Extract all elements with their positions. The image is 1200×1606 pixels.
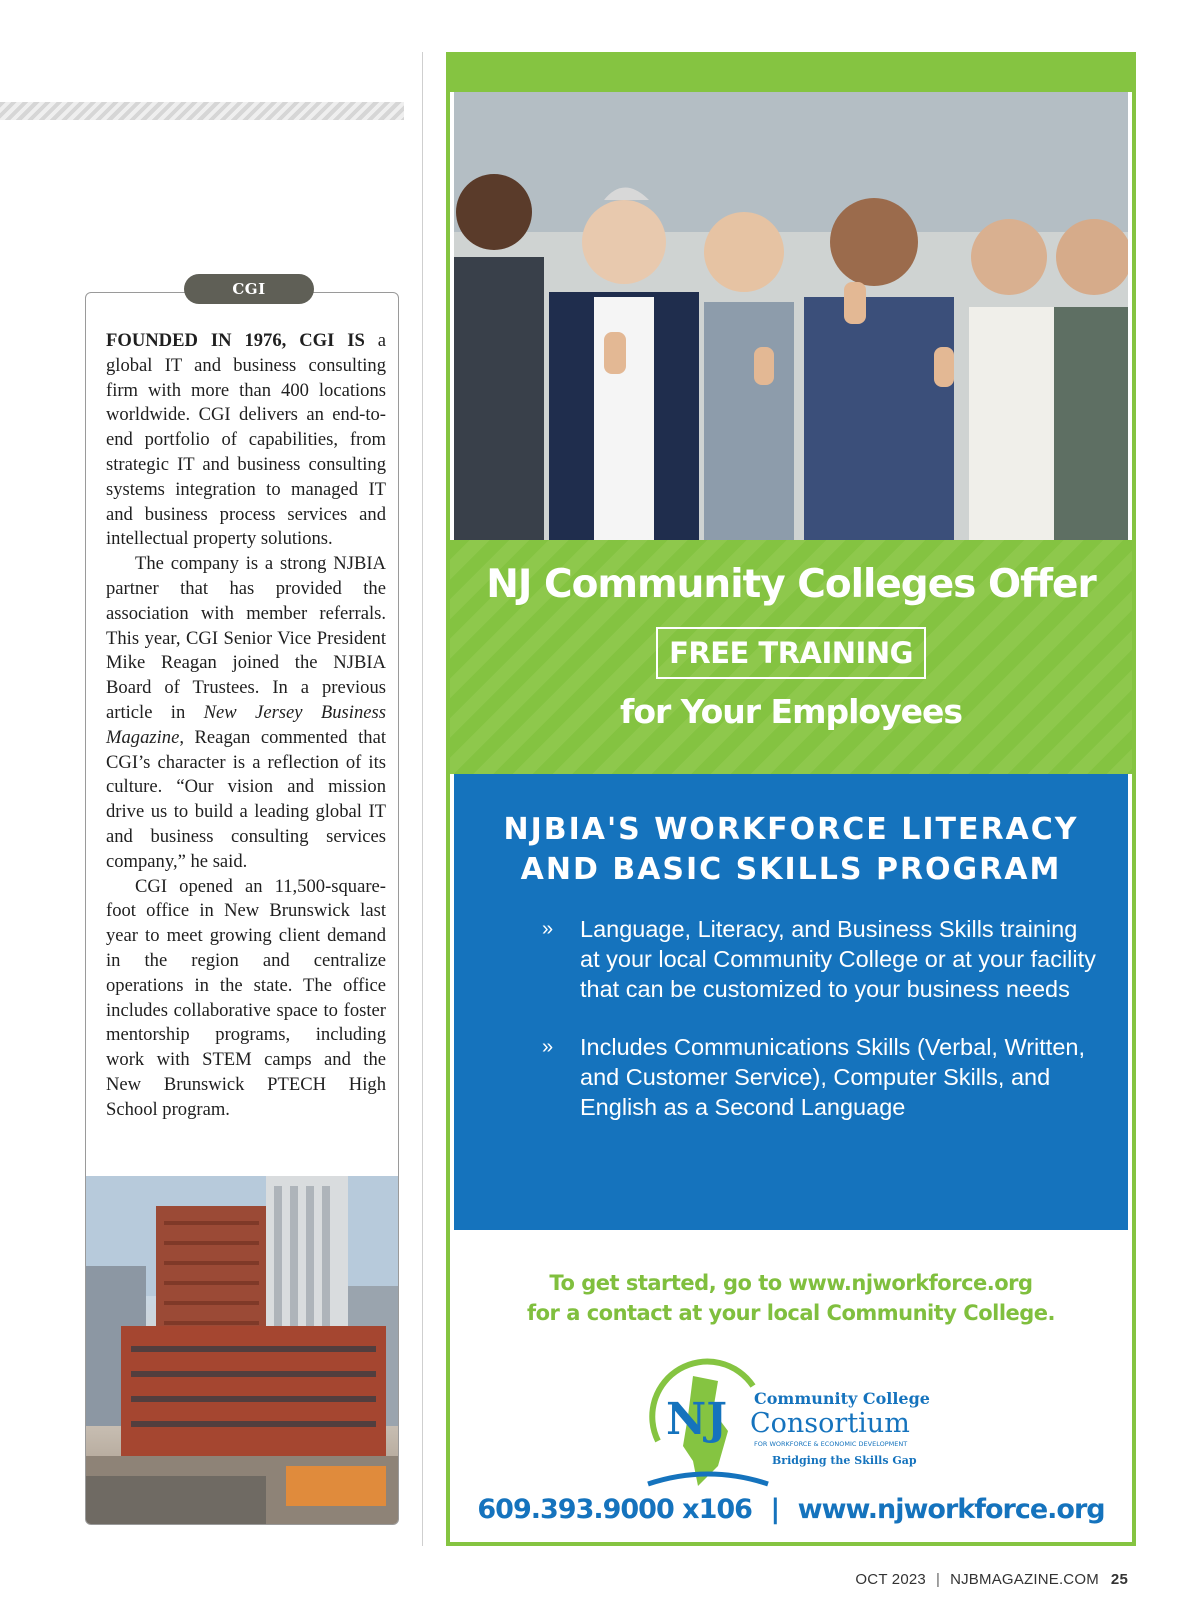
- phone-number: 609.393.9000 x106: [477, 1494, 752, 1525]
- logo-line-1: Community College: [754, 1389, 930, 1408]
- ad-headline: NJ Community Colleges Offer: [486, 562, 1096, 607]
- program-bullet: [542, 914, 1102, 1004]
- program-panel: [454, 774, 1128, 1230]
- bullet-mark: »: [542, 918, 554, 940]
- footer-site[interactable]: NJBMAGAZINE.COM: [950, 1571, 1099, 1588]
- sidebar-box: [85, 292, 399, 1525]
- cta-line-2: for a contact at your local Community College.: [526, 1301, 1056, 1325]
- magazine-title: New Jersey Business Magazine: [106, 701, 386, 748]
- logo-mark: NJ: [666, 1394, 728, 1445]
- sidebar-p1-text: a global IT and business consulting firm with more than 400 locations worldwide. CGI delivers an end-to-end portfolio of capabilities, from strategic IT and business consulting systems integration to managed IT and business process services and intellectual property solutions.: [106, 330, 387, 550]
- call-to-action: [450, 1268, 1132, 1328]
- program-bullet: [542, 1032, 1102, 1122]
- employees-illustration: [454, 92, 1128, 540]
- building-illustration: [86, 1176, 399, 1525]
- cta-line-1: To get started, go to www.njworkforce.org: [549, 1271, 1033, 1295]
- logo-line-2: Consortium: [750, 1408, 910, 1439]
- website-link[interactable]: www.njworkforce.org: [797, 1494, 1105, 1525]
- page-number: 25: [1110, 1571, 1128, 1588]
- bullet-text: Language, Literacy, and Business Skills training at your local Community College or at your facility that can be customized to your business needs: [580, 916, 1096, 1002]
- ad-subheadline: for Your Employees: [619, 692, 963, 731]
- sidebar-text: [106, 329, 386, 1123]
- ad-headline-panel: [450, 540, 1132, 774]
- sidebar-p2-text-end: , Reagan commented that CGI’s character is a reflection of its culture. “Our vision and mission drive us to build a leading global IT and business consulting services company,” he said.: [106, 726, 386, 872]
- bullet-text: Includes Communications Skills (Verbal, Written, and Customer Service), Computer Skills, and English as a Second Language: [580, 1034, 1086, 1120]
- footer-date: OCT 2023: [855, 1571, 926, 1588]
- column-divider: [422, 52, 423, 1546]
- advertisement: [446, 52, 1136, 1546]
- program-bullets: [542, 914, 1102, 1150]
- contact-divider: |: [770, 1494, 780, 1525]
- sidebar-p2-text: The company is a strong NJBIA partner that has provided the association with member referrals. This year, CGI Senior Vice President Mike Reagan joined the NJBIA Board of Trustees. In a previous article in: [106, 553, 386, 723]
- page-footer: [855, 1571, 1128, 1588]
- program-title-line-2: AND BASIC SKILLS PROGRAM: [520, 852, 1062, 887]
- program-title-line-1: NJBIA'S WORKFORCE LITERACY: [503, 812, 1079, 847]
- consortium-logo: [638, 1356, 938, 1496]
- decorative-hatch-band: [0, 102, 404, 120]
- free-training-box: FREE TRAINING: [656, 627, 926, 679]
- contact-line: [450, 1494, 1132, 1525]
- building-photo: [86, 1176, 399, 1525]
- logo-line-3: FOR WORKFORCE & ECONOMIC DEVELOPMENT: [754, 1440, 908, 1448]
- sidebar-paragraph-2: [106, 552, 386, 874]
- logo-line-4: Bridging the Skills Gap: [772, 1454, 917, 1467]
- nj-logo-icon: [638, 1356, 938, 1496]
- program-title: [454, 810, 1128, 890]
- bullet-mark: »: [542, 1036, 554, 1058]
- footer-separator: |: [935, 1571, 941, 1588]
- ad-top-bar: [450, 56, 1132, 92]
- employees-photo: [454, 92, 1128, 540]
- sidebar-lead: FOUNDED IN 1976, CGI IS: [106, 330, 365, 351]
- sidebar-tag: CGI: [184, 274, 314, 304]
- sidebar-paragraph-3: CGI opened an 11,500-square-foot office in New Brunswick last year to meet growing client demand in the region and centralize operations in the state. The office includes collaborative space to foster mentorship programs, including work with STEM camps and the New Brunswick PTECH High School program.: [106, 875, 386, 1120]
- sidebar-paragraph-1: [106, 329, 386, 552]
